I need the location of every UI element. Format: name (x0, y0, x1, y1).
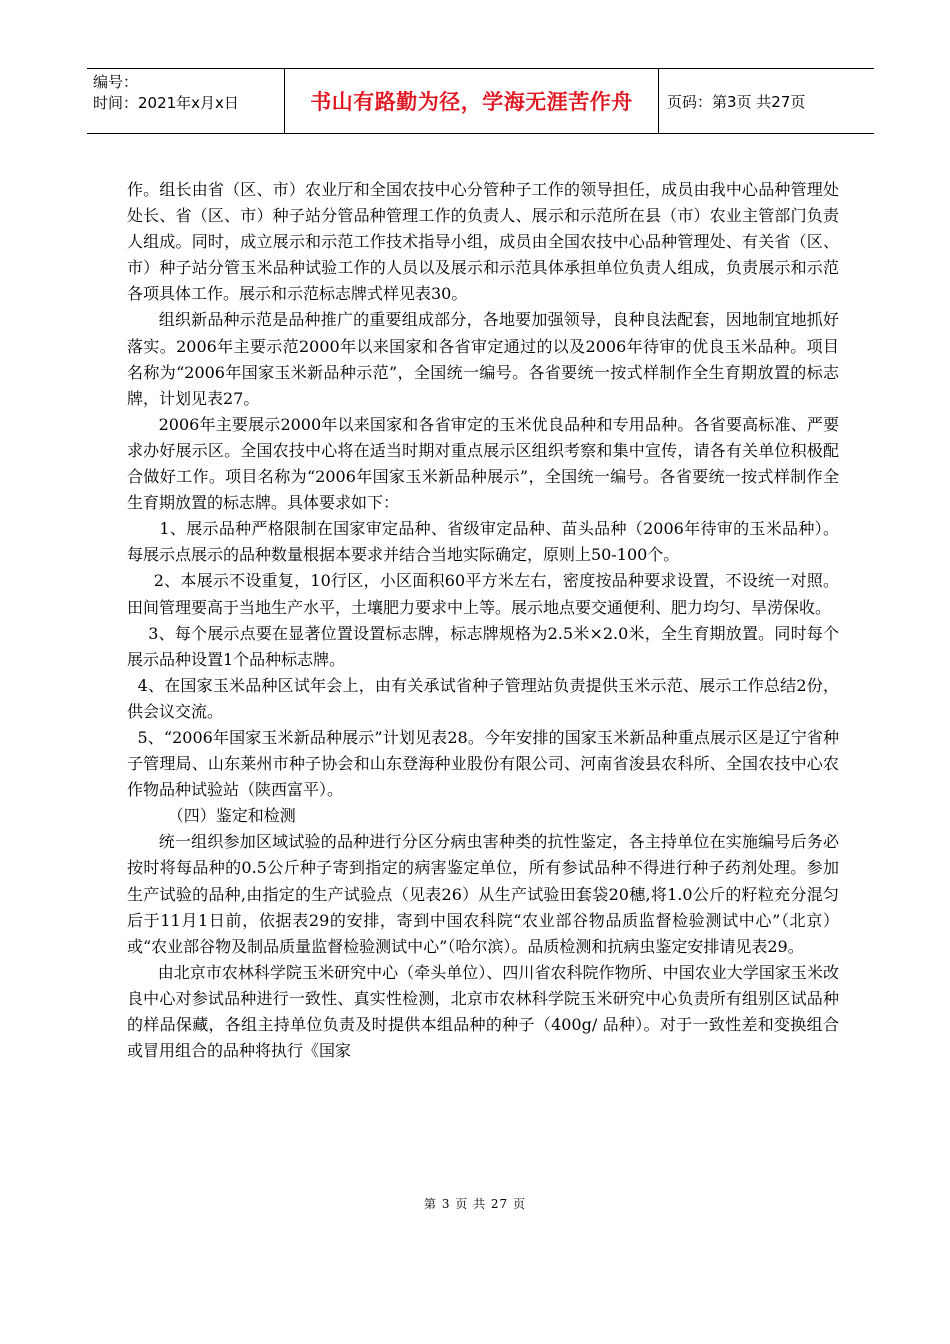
header-page-info: 页码：第3页 共27页 (667, 92, 806, 111)
section-heading: （四）鉴定和检测 (127, 806, 296, 826)
paragraph: 4、在国家玉米品种区试年会上，由有关承试省种子管理站负责提供玉米示范、展示工作总结2份，供会议交流。 (127, 675, 839, 721)
header-meta (87, 69, 284, 133)
page-footer: 第 3 页 共 27 页 (424, 1197, 526, 1211)
paragraph: 2、本展示不设重复，10行区，小区面积60平方米左右，密度按品种要求设置，不设统一对照。田间管理要高于当地生产水平，土壤肥力要求中上等。展示地点要交通便利、肥力均匀、旱涝保收。 (127, 571, 839, 617)
paragraph: 组织新品种示范是品种推广的重要组成部分，各地要加强领导，良种良法配套，因地制宜地抓好落实。2006年主要示范2000年以来国家和各省审定通过的以及2006年待审的优良玉米品种。项目名称为“2006年国家玉米新品种示范”，全国统一编号。各省要统一按式样制作全生育期放置的标志牌，计划见表27。 (127, 310, 839, 408)
paragraph: 2006年主要展示2000年以来国家和各省审定的玉米优良品种和专用品种。各省要高标准、严要求办好展示区。全国农技中心将在适当时期对重点展示区组织考察和集中宣传，请各有关单位积极配合做好工作。项目名称为“2006年国家玉米新品种展示”，全国统一编号。各省要统一按式样制作全生育期放置的标志牌。具体要求如下： (127, 414, 839, 513)
paragraph: 1、展示品种严格限制在国家审定品种、省级审定品种、苗头品种（2006年待审的玉米品种）。每展示点展示的品种数量根据本要求并结合当地实际确定，原则上50-100个。 (127, 519, 839, 565)
page-header (87, 68, 874, 134)
paragraph: 由北京市农林科学院玉米研究中心（牵头单位）、四川省农科院作物所、中国农业大学国家玉米改良中心对参试品种进行一致性、真实性检测，北京市农林科学院玉米研究中心负责所有组别区试品种的样品保藏，各组主持单位负责及时提供本组品种的种子（400g/ 品种）。对于一致性差和变换组合或冒用组合的品种将执行《国家 (127, 962, 839, 1061)
document-time: 时间：2021年x月x日 (93, 94, 239, 112)
header-motto: 书山有路勤为径，学海无涯苦作舟 (284, 69, 659, 133)
document-body (127, 177, 839, 1064)
paragraph: 作。组长由省（区、市）农业厅和全国农技中心分管种子工作的领导担任，成员由我中心品种管理处处长、省（区、市）种子站分管品种管理工作的负责人、展示和示范所在县（市）农业主管部门负责人组成。同时，成立展示和示范工作技术指导小组，成员由全国农技中心品种管理处、有关省（区、市）种子站分管玉米品种试验工作的人员以及展示和示范具体承担单位负责人组成，负责展示和示范各项具体工作。展示和示范标志牌式样见表30。 (127, 180, 839, 304)
paragraph: 3、每个展示点要在显著位置设置标志牌，标志牌规格为2.5米×2.0米，全生育期放置。同时每个展示品种设置1个品种标志牌。 (127, 623, 840, 669)
paragraph: 5、“2006年国家玉米新品种展示”计划见表28。今年安排的国家玉米新品种重点展示区是辽宁省种子管理局、山东莱州市种子协会和山东登海种业股份有限公司、河南省浚县农科所、全国农技中心农作物品种试验站（陕西富平）。 (127, 727, 840, 800)
document-code-label: 编号： (93, 73, 139, 91)
paragraph: 统一组织参加区域试验的品种进行分区分病虫害种类的抗性鉴定，各主持单位在实施编号后务必按时将每品种的0.5公斤种子寄到指定的病害鉴定单位，所有参试品种不得进行种子药剂处理。参加生产试验的品种,由指定的生产试验点（见表26）从生产试验田套袋20穗,将1.0公斤的籽粒充分混匀后于11月1日前，依据表29的安排，寄到中国农科院“农业部谷物品质监督检验测试中心”（北京）或“农业部谷物及制品质量监督检验测试中心”（哈尔滨）。品质检测和抗病虫鉴定安排请见表29。 (127, 832, 839, 956)
